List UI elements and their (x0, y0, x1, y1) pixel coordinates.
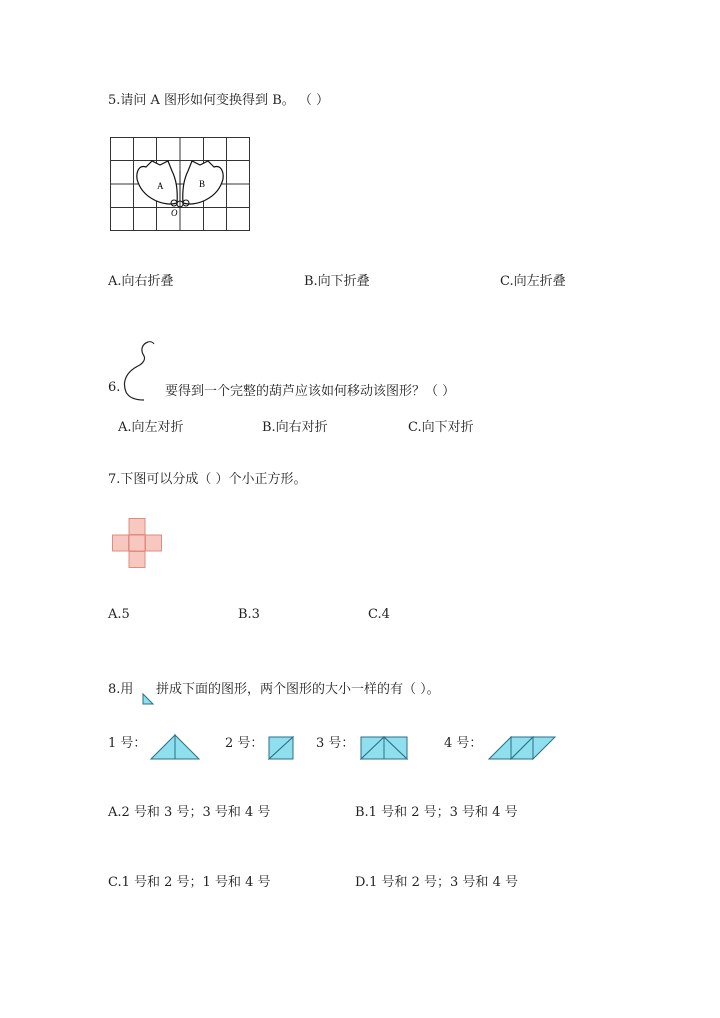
q7-option-a[interactable]: A.5 (108, 607, 130, 622)
q7-question: 7.下图可以分成（ ）个小正方形。 (108, 472, 307, 487)
q8-option-d[interactable]: D.1 号和 2 号；3 号和 4 号 (355, 875, 518, 890)
label-a: A (157, 181, 164, 191)
q6-number: 6. (108, 380, 121, 395)
shape-3-rectangle (360, 736, 408, 760)
shape-4-parallelogram (488, 736, 558, 760)
small-triangle-tile-icon (142, 693, 154, 705)
q8-option-b[interactable]: B.1 号和 2 号；3 号和 4 号 (355, 805, 518, 820)
q5-question: 5.请问 A 图形如何变换得到 B。 （ ） (108, 93, 330, 108)
q6-question: 要得到一个完整的葫芦应该如何移动该图形？（ ） (165, 384, 456, 399)
q8-option-c[interactable]: C.1 号和 2 号；1 号和 4 号 (108, 875, 271, 890)
shape-2-square (268, 736, 294, 760)
q5-option-c[interactable]: C.向左折叠 (500, 274, 566, 289)
q6-option-c[interactable]: C.向下对折 (408, 420, 474, 435)
label-b: B (199, 179, 206, 189)
q6-option-a[interactable]: A.向左对折 (118, 420, 184, 435)
q5-grid-figure (110, 137, 250, 231)
shape-1-triangle (150, 734, 200, 760)
q7-option-b[interactable]: B.3 (238, 607, 260, 622)
label-o: O (171, 208, 178, 218)
q8-shape3-label: 3 号： (316, 736, 355, 751)
q6-option-b[interactable]: B.向右对折 (262, 420, 328, 435)
q5-option-b[interactable]: B.向下折叠 (304, 274, 370, 289)
q8-option-a[interactable]: A.2 号和 3 号；3 号和 4 号 (108, 805, 271, 820)
q8-suffix: 拼成下面的图形，两个图形的大小一样的有（ ）。 (156, 682, 440, 697)
q8-shape2-label: 2 号： (225, 736, 264, 751)
q8-prefix: 8.用 (108, 682, 134, 697)
q5-option-a[interactable]: A.向右折叠 (108, 274, 174, 289)
gourd-half-figure (120, 340, 160, 402)
q8-shape4-label: 4 号： (444, 736, 483, 751)
q8-shape1-label: 1 号： (108, 736, 147, 751)
cross-shape-figure (112, 518, 164, 570)
q7-option-c[interactable]: C.4 (368, 607, 390, 622)
